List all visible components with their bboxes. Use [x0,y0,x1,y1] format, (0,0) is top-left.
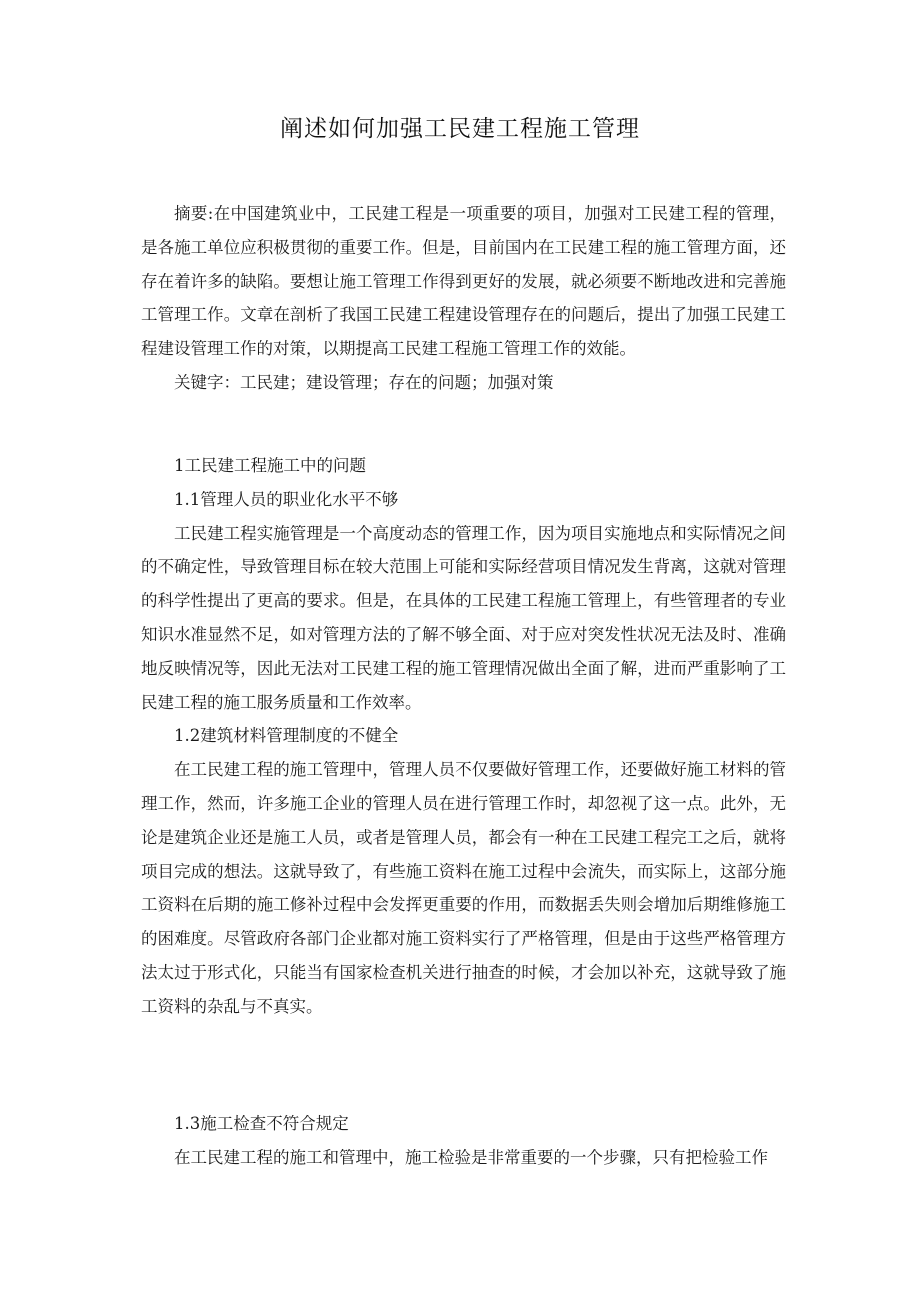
section-1-heading: 1工民建工程施工中的问题 [174,456,366,475]
keywords-line: 关键字：工民建；建设管理；存在的问题；加强对策 [174,372,554,392]
section-1-block [141,449,786,1024]
abstract-paragraph [141,197,786,366]
abstract-label: 摘要: [174,204,214,223]
section-1-2-heading: 1.2建筑材料管理制度的不健全 [174,726,399,746]
section-1-3-block [141,1107,786,1175]
section-1-1-heading: 1.1管理人员的职业化水平不够 [174,489,399,509]
abstract-text: 在中国建筑业中，工民建工程是一项重要的项目，加强对工民建工程的管理，是各施工单位应积极贯彻的重要工作。但是，目前国内在工民建工程的施工管理方面，还存在着许多的缺陷。要想让施工管理工作得到更好的发展，就必须要不断地改进和完善施工管理工作。文章在剖析了我国工民建工程建设管理存在的问题后，提出了加强工民建工程建设管理工作的对策，以期提高工民建工程施工管理工作的效能。 [141,204,787,359]
section-1-3-paragraph: 在工民建工程的施工和管理中，施工检验是非常重要的一个步骤，只有把检验工作 [174,1147,768,1167]
section-1-3-heading: 1.3施工检查不符合规定 [174,1114,349,1133]
abstract-block [141,197,786,400]
document-title: 阐述如何加强工民建工程施工管理 [280,116,640,142]
section-1-1-paragraph: 工民建工程实施管理是一个高度动态的管理工作，因为项目实施地点和实际情况之间的不确定性，导致管理目标在较大范围上可能和实际经营项目情况发生背离，这就对管理的科学性提出了更高的要求。但是，在具体的工民建工程施工管理上，有些管理者的专业知识水准显然不足，如对管理方法的了解不够全面、对于应对突发性状况无法及时、准确地反映情况等，因此无法对工民建工程的施工管理情况做出全面了解，进而严重影响了工民建工程的施工服务质量和工作效率。 [141,523,786,712]
section-1-2-paragraph: 在工民建工程的施工管理中，管理人员不仅要做好管理工作，还要做好施工材料的管理工作，然而，许多施工企业的管理人员在进行管理工作时，却忽视了这一点。此外，无论是建筑企业还是施工人员，或者是管理人员，都会有一种在工民建工程完工之后，就将项目完成的想法。这就导致了，有些施工资料在施工过程中会流失，而实际上，这部分施工资料在后期的施工修补过程中会发挥更重要的作用，而数据丢失则会增加后期维修施工的困难度。尽管政府各部门企业都对施工资料实行了严格管理，但是由于这些严格管理方法太过于形式化，只能当有国家检查机关进行抽查的时候，才会加以补充，这就导致了施工资料的杂乱与不真实。 [141,760,786,1016]
